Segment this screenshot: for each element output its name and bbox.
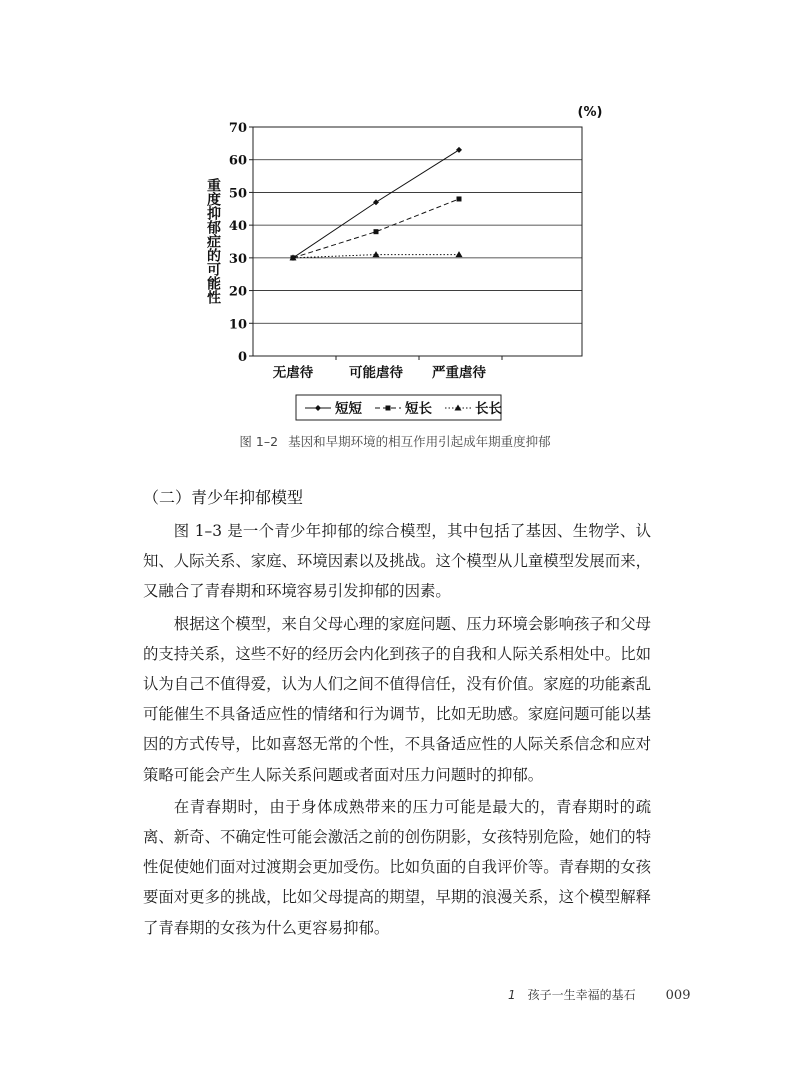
series-solid xyxy=(290,147,462,261)
section-heading: （二）青少年抑郁模型 xyxy=(143,488,304,507)
paragraph: 根据这个模型，来自父母心理的家庭问题、压力环境会影响孩子和父母的支持关系，这些不好的经历会内化到孩子的自我和人际关系相处中。比如认为自己不值得爱，认为人们之间不值得信任，没有价值。家庭的功能紊乱可能催生不具备适应性的情绪和行为调节，比如无助感。家庭问题可能以基因的方式传导，比如喜怒无常的个性，不具备适应性的人际关系信念和应对策略可能会产生人际关系问题或者面对压力问题时的抑郁。 xyxy=(143,614,651,784)
x-tick-label: 无虐待 xyxy=(272,365,314,381)
chapter-title: 孩子一生幸福的基石 xyxy=(527,988,636,1002)
chart-grid xyxy=(253,160,582,324)
paragraph: 在青春期时，由于身体成熟带来的压力可能是最大的，青春期时的疏离、新奇、不确定性可能会激活之前的创伤阴影，女孩特别危险，她们的特性促使她们面对过渡期会更加受伤。比如负面的自我评价等。青春期的女孩要面对更多的挑战，比如父母提高的期望，早期的浪漫关系，这个模型解释了青春期的女孩为什么更容易抑郁。 xyxy=(143,797,651,937)
x-tick-label: 严重虐待 xyxy=(432,365,486,381)
y-tick-label: 40 xyxy=(228,219,247,235)
x-tick-label: 可能虐待 xyxy=(349,365,403,381)
chart-axes xyxy=(249,127,582,360)
y-tick-label: 60 xyxy=(228,153,247,169)
paragraph: 图 1–3 是一个青少年抑郁的综合模型，其中包括了基因、生物学、认知、人际关系、家庭、环境因素以及挑战。这个模型从儿童模型发展而来，又融合了青春期和环境容易引发抑郁的因素。 xyxy=(143,522,651,601)
data-point xyxy=(386,406,391,411)
figure-caption xyxy=(0,432,790,450)
chapter-number: 1 xyxy=(508,988,516,1002)
page-number: 009 xyxy=(665,988,691,1003)
y-tick-label: 50 xyxy=(228,186,247,202)
legend-label: 短长 xyxy=(405,401,432,417)
legend-label: 短短 xyxy=(335,401,362,417)
y-tick-labels xyxy=(229,121,247,365)
plot-frame xyxy=(253,127,582,356)
series-dotted xyxy=(290,251,463,260)
data-point xyxy=(457,196,462,201)
legend-label: 长长 xyxy=(475,401,502,417)
y-tick-label: 10 xyxy=(228,317,247,333)
y-tick-label: 30 xyxy=(228,251,247,267)
unit-label: (%) xyxy=(577,105,603,120)
y-tick-label: 0 xyxy=(237,350,247,365)
y-tick-label: 20 xyxy=(228,284,247,300)
series-line xyxy=(293,199,459,258)
data-point xyxy=(373,199,379,205)
x-tick-labels xyxy=(273,364,487,381)
figure-caption-text: 基因和早期环境的相互作用引起成年期重度抑郁 xyxy=(288,434,551,449)
chart-series xyxy=(290,147,463,261)
series-dashed xyxy=(291,196,462,260)
y-tick-label: 70 xyxy=(228,121,247,136)
data-point xyxy=(456,147,462,153)
chart-legend xyxy=(296,395,502,420)
figure-number: 图 1–2 xyxy=(239,434,279,449)
line-chart xyxy=(0,0,790,430)
data-point xyxy=(373,251,380,257)
data-point xyxy=(456,251,463,257)
data-point xyxy=(374,229,379,234)
page-footer xyxy=(508,986,690,1003)
y-axis-label: 重度抑郁症的可能性 xyxy=(205,178,221,304)
body-text xyxy=(143,516,651,945)
